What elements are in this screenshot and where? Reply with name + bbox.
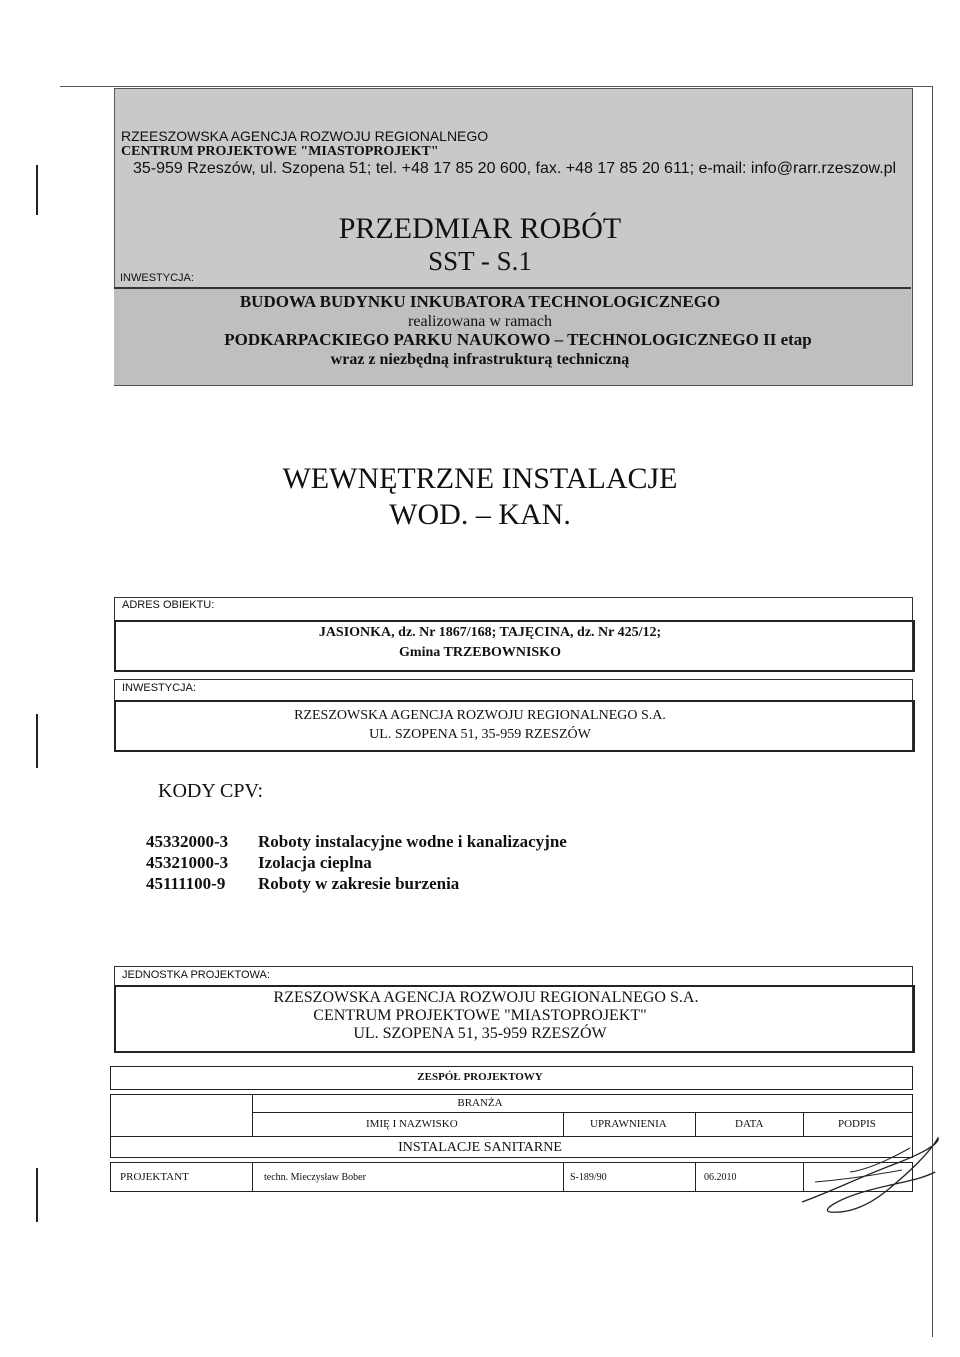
design-unit-label: JEDNOSTKA PROJEKTOWA: [122, 969, 270, 981]
address-label: ADRES OBIEKTU: [122, 599, 215, 611]
col-date-header: DATA [735, 1118, 764, 1130]
cpv-desc: Izolacja cieplna [258, 853, 372, 872]
designer-name: techn. Mieczysław Bober [264, 1172, 366, 1183]
designer-date: 06.2010 [704, 1172, 737, 1183]
team-title: ZESPÓŁ PROJEKTOWY [417, 1071, 543, 1083]
col-license-header: UPRAWNIENIA [590, 1118, 667, 1130]
branch-name: INSTALACJE SANITARNE [398, 1140, 562, 1155]
cpv-item [146, 874, 459, 894]
col-divider [695, 1112, 696, 1136]
cpv-desc: Roboty w zakresie burzenia [258, 874, 460, 893]
address-line-2: Gmina TRZEBOWNISKO [399, 645, 561, 660]
cpv-code: 45111100-9 [146, 874, 226, 893]
main-title-line-2: WOD. – KAN. [389, 498, 571, 531]
scan-mark-3 [36, 1168, 38, 1222]
investment-line-2: realizowana w ramach [408, 313, 552, 330]
col-divider [252, 1094, 253, 1136]
investor-line-2: UL. SZOPENA 51, 35-959 RZESZÓW [369, 727, 591, 742]
col-name-header: IMIĘ I NAZWISKO [366, 1118, 458, 1130]
signature [790, 1132, 950, 1218]
designer-license: S-189/90 [570, 1172, 607, 1183]
document-title: PRZEDMIAR ROBÓT [338, 212, 622, 245]
cpv-code: 45332000-3 [146, 832, 229, 851]
investment-label: INWESTYCJA: [120, 272, 194, 284]
design-unit-line-1: RZESZOWSKA AGENCJA ROZWOJU REGIONALNEGO S.A. [273, 989, 699, 1006]
cpv-code: 45321000-3 [146, 853, 229, 872]
investor-line-1: RZESZOWSKA AGENCJA ROZWOJU REGIONALNEGO S.A. [294, 708, 666, 723]
col-divider [563, 1112, 564, 1136]
address-line-1: JASIONKA, dz. Nr 1867/168; TAJĘCINA, dz. Nr 425/12; [318, 625, 662, 640]
investor-label: INWESTYCJA: [122, 682, 196, 694]
cpv-item [146, 832, 567, 852]
col-divider [252, 1162, 253, 1192]
col-divider [563, 1162, 564, 1192]
scan-mark-1 [36, 165, 38, 215]
investment-line-3: PODKARPACKIEGO PARKU NAUKOWO – TECHNOLOGICZNEGO II etap [224, 330, 812, 349]
document-subtitle: SST - S.1 [428, 246, 532, 276]
header-agency: RZEESZOWSKA AGENCJA ROZWOJU REGIONALNEGO [121, 128, 489, 144]
cpv-label: KODY CPV: [158, 780, 264, 802]
header-divider [252, 1112, 913, 1113]
cpv-item [146, 853, 372, 873]
col-divider [695, 1162, 696, 1192]
investment-line-4: wraz z niezbędną infrastrukturą techniczną [330, 351, 630, 368]
header-center: CENTRUM PROJEKTOWE "MIASTOPROJEKT" [121, 144, 439, 159]
cpv-desc: Roboty instalacyjne wodne i kanalizacyjne [258, 832, 567, 851]
designer-role: PROJEKTANT [120, 1171, 189, 1183]
main-title-line-1: WEWNĘTRZNE INSTALACJE [282, 462, 678, 495]
design-unit-line-3: UL. SZOPENA 51, 35-959 RZESZÓW [353, 1025, 607, 1042]
branch-header: BRANŻA [457, 1097, 503, 1109]
design-unit-line-2: CENTRUM PROJEKTOWE "MIASTOPROJEKT" [313, 1007, 647, 1024]
header-address: 35-959 Rzeszów, ul. Szopena 51; tel. +48 17 85 20 600, fax. +48 17 85 20 611; e-mail: info@rarr.rzeszow.pl [133, 160, 897, 177]
col-sign-header: PODPIS [838, 1118, 876, 1130]
investment-line-1: BUDOWA BUDYNKU INKUBATORA TECHNOLOGICZNEGO [239, 292, 721, 311]
